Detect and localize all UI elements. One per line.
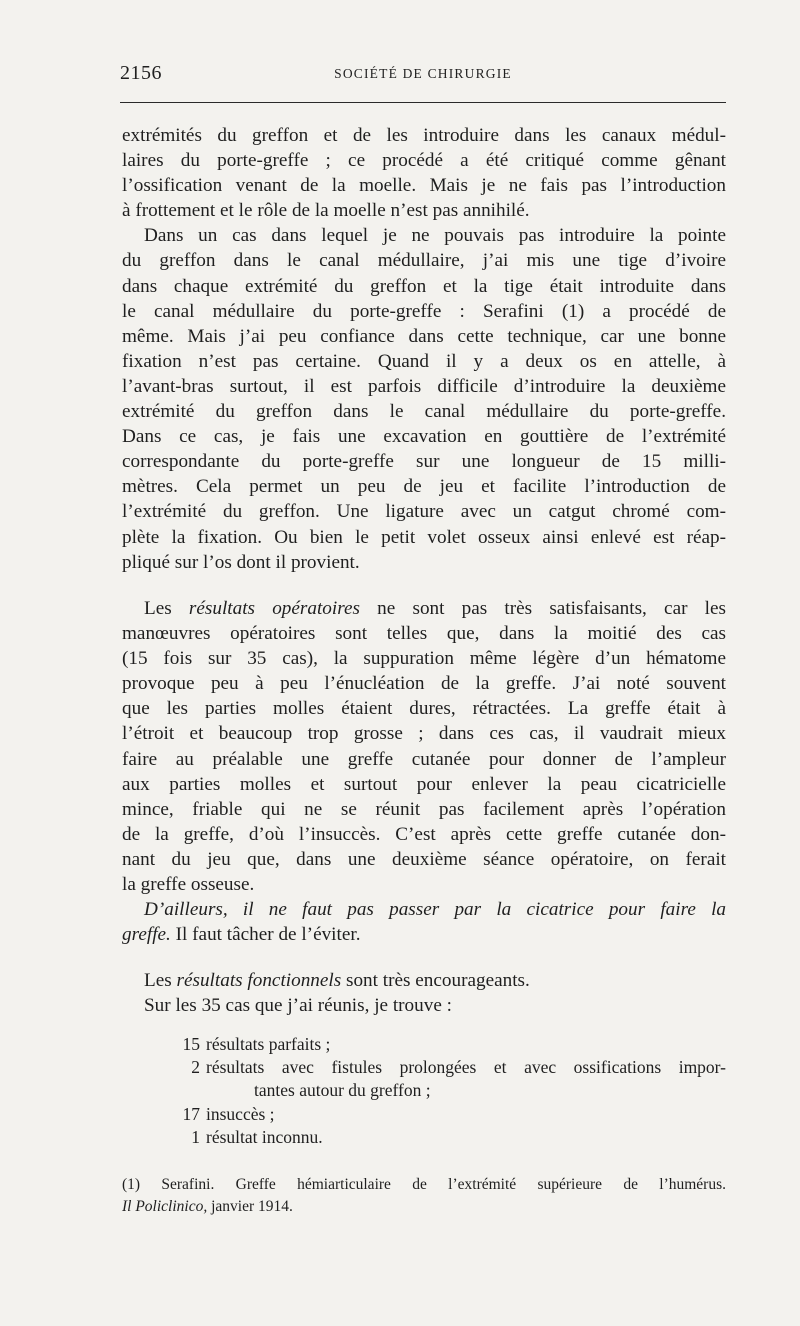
- footnote-line: [122, 1196, 726, 1218]
- italic-run: D’ailleurs, il ne faut pas passer par la cicatrice pour faire la: [144, 899, 726, 921]
- running-head: SOCIÉTÉ DE CHIRURGIE: [334, 66, 512, 81]
- list-item-continuation: [122, 1079, 726, 1102]
- text-line: extrémité du greffon dans le canal médullaire du porte-greffe.: [122, 401, 726, 423]
- italic-run: résultats opératoires: [188, 598, 360, 619]
- text-line: (15 fois sur 35 cas), la suppuration même légère d’un hématome: [122, 648, 726, 670]
- text-line: [122, 922, 726, 947]
- list-item-text: insuccès ;: [206, 1103, 275, 1124]
- text-line: mince, friable qui ne se réunit pas facilement après l’opération: [122, 798, 726, 820]
- italic-run: greffe.: [122, 924, 171, 946]
- footnote: [122, 1174, 726, 1218]
- italic-run: Il Policlinico,: [122, 1198, 208, 1215]
- list-item-number: 1: [191, 1126, 200, 1147]
- text-line: nant du jeu que, dans une deuxième séance opératoire, on ferait: [122, 848, 726, 870]
- text-line: manœuvres opératoires sont telles que, dans la moitié des cas: [122, 623, 726, 645]
- list-item: [122, 1126, 726, 1149]
- text-line: dans chaque extrémité du greffon et la tige était introduite dans: [122, 275, 726, 297]
- text-line: mètres. Cela permet un peu de jeu et facilite l’introduction de: [122, 476, 726, 498]
- text-run: sont très encourageants.: [341, 970, 530, 991]
- body-text-top: [122, 123, 726, 575]
- page-header: [120, 62, 726, 92]
- text-line: l’extrémité du greffon. Une ligature avec un catgut chromé com-: [122, 501, 726, 523]
- list-item-text: résultats avec fistules prolongées et avec ossifications impor-: [206, 1057, 726, 1078]
- text-line: plète la fixation. Ou bien le petit volet osseux ainsi enlevé est réap-: [122, 526, 726, 548]
- header-rule: [120, 102, 726, 103]
- body-text-results: [122, 968, 726, 1018]
- text-line: l’étroit et beaucoup trop grosse ; dans ces cas, il vaudrait mieux: [122, 723, 726, 745]
- text-line: pliqué sur l’os dont il provient.: [122, 551, 360, 573]
- text-line: du greffon dans le canal médullaire, j’ai mis une tige d’ivoire: [122, 250, 726, 272]
- text-run: Les: [144, 598, 189, 619]
- text-line: [122, 897, 726, 922]
- footnote-line: (1) Serafini. Greffe hémiarticulaire de l’extrémité supérieure de l’humérus.: [122, 1176, 726, 1193]
- text-line: faire au préalable une greffe cutanée pour donner de l’ampleur: [122, 748, 726, 770]
- text-line: provoque peu à peu l’énucléation de la greffe. J’ai noté souvent: [122, 673, 726, 695]
- list-item-text: résultat inconnu.: [206, 1126, 323, 1147]
- text-line: extrémités du greffon et de les introduire dans les canaux médul-: [122, 125, 726, 146]
- text-run: janvier 1914.: [207, 1198, 293, 1215]
- list-item-number: 2: [191, 1057, 200, 1078]
- text-line: que les parties molles étaient dures, rétractées. La greffe était à: [122, 698, 726, 720]
- results-list: [122, 1033, 726, 1149]
- text-line: correspondante du porte-greffe sur une longueur de 15 milli-: [122, 451, 726, 473]
- list-item-text: résultats parfaits ;: [206, 1034, 331, 1054]
- body-text-middle: [122, 596, 726, 947]
- list-item: [122, 1056, 726, 1079]
- page-number: 2156: [120, 62, 162, 84]
- list-item: [122, 1103, 726, 1126]
- text-line: l’ossification venant de la moelle. Mais je ne fais pas l’introduction: [122, 175, 726, 197]
- text-line: aux parties molles et surtout pour enlever la peau cicatricielle: [122, 773, 726, 795]
- text-line: l’avant-bras surtout, il est parfois difficile d’introduire la deuxième: [122, 375, 726, 397]
- list-item-number: 15: [182, 1034, 200, 1054]
- text-run: Les: [144, 970, 177, 991]
- text-run: ne sont pas très satisfaisants, car les: [359, 598, 726, 619]
- text-line: le canal médullaire du porte-greffe : Serafini (1) a procédé de: [122, 300, 726, 322]
- text-line: Dans un cas dans lequel je ne pouvais pas introduire la pointe: [144, 225, 726, 247]
- list-item-text: tantes autour du greffon ;: [254, 1080, 431, 1101]
- text-run: Il faut tâcher de l’éviter.: [170, 924, 361, 946]
- text-line: [122, 968, 726, 993]
- list-item-number: [122, 1079, 206, 1102]
- text-line: laires du porte-greffe ; ce procédé a été critiqué comme gênant: [122, 150, 726, 172]
- text-line: même. Mais j’ai peu confiance dans cette technique, car une bonne: [122, 325, 726, 347]
- text-line: Dans ce cas, je fais une excavation en gouttière de l’extrémité: [122, 426, 726, 448]
- list-item: [122, 1033, 726, 1056]
- italic-run: résultats fonctionnels: [176, 970, 342, 991]
- text-line: Sur les 35 cas que j’ai réunis, je trouve :: [144, 995, 452, 1017]
- text-line: [122, 596, 726, 621]
- text-line: à frottement et le rôle de la moelle n’est pas annihilé.: [122, 200, 530, 222]
- list-item-number: 17: [182, 1103, 200, 1124]
- text-line: fixation n’est pas certaine. Quand il y a deux os en attelle, à: [122, 350, 726, 372]
- text-line: la greffe osseuse.: [122, 874, 255, 896]
- text-line: de la greffe, d’où l’insuccès. C’est après cette greffe cutanée don-: [122, 823, 726, 845]
